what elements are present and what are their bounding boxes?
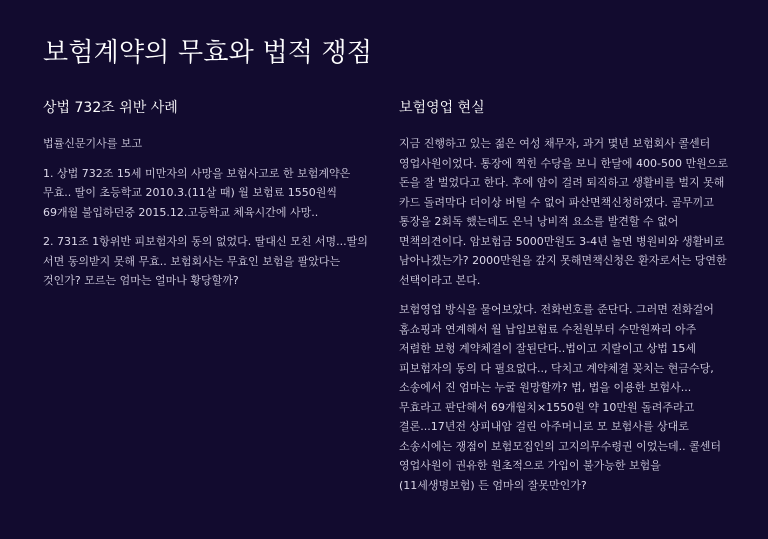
right-paragraph-1: 지금 진행하고 있는 젊은 여성 채무자, 과거 몇년 보험회사 콜센터 영업사원이었다. 통장에 찍힌 수당을 보니 한달에 400-500 만원으로 돈을 잘 벌었다고 한다. 후에 암이 걸려 퇴직하고 생활비를 벌지 못해 카드 돌려막다 더이상 버틸 수 없어 파산면책신청하였다. 골무끼고 통장을 2회독 했는데도 은닉 낭비적 요소를 발견할 수 없어 면책의견이다. 암보험금 5000만원도 3-4년 놀면 병원비와 생활비로 남아나겠는가? 2000만원을 갚지 못해면책신청은 환자로서는 당연한 선택이라고 본다. <box>399 137 728 287</box>
left-paragraph-1: 1. 상법 732조 15세 미만자의 사망을 보험사고로 한 보험계약은 무효.. 딸이 초등학교 2010.3.(11살 때) 월 보험료 1550원씩 69개월 불입하던중 2015.12.고등학교 체육시간에 사망.. <box>43 166 351 219</box>
page-title: 보험계약의 무효와 법적 쟁점 <box>43 38 373 68</box>
left-paragraph-2: 2. 731조 1항위반 피보험자의 동의 없었다. 딸대신 모친 서명...딸의 서면 동의받지 못해 무효.. 보험회사는 무효인 보험을 팔았다는 것인가? 모르는 엄마는 얼마나 황당할까? <box>43 235 368 287</box>
left-heading: 상법 732조 위반 사례 <box>43 100 178 116</box>
right-paragraph-2: 보험영업 방식을 물어보았다. 전화번호를 준단다. 그러면 전화걸어 홈쇼핑과 연계해서 월 납입보험료 수천원부터 수만원짜리 아주 저렴한 보헝 계약체결이 잘된단다..법이고 지랄이고 상법 15세 피보험자의 동의 다 필요없다.., 닥치고 계약체결 꽂치는 현금수당, 소송에서 진 엄마는 누굴 원망할까? 법, 법을 이용한 보험사...무효라고 판단해서 69개월치×1550원 약 10만원 돌려주라고 결론...17년전 상피내암 걸린 아주머니로 모 보험사를 상대로 소송시에는 쟁점이 보험모집인의 고지의무수령권 이었는데.. 콜센터 영업사원이 권유한 원초적으로 가입이 불가능한 보험을(11세생명보험) 든 엄마의 잘못만인가? <box>399 303 722 492</box>
right-column <box>399 98 729 505</box>
left-subtitle: 법률신문기사를 보고 <box>43 137 143 150</box>
right-heading: 보험영업 현실 <box>399 100 485 116</box>
left-column <box>43 98 373 301</box>
